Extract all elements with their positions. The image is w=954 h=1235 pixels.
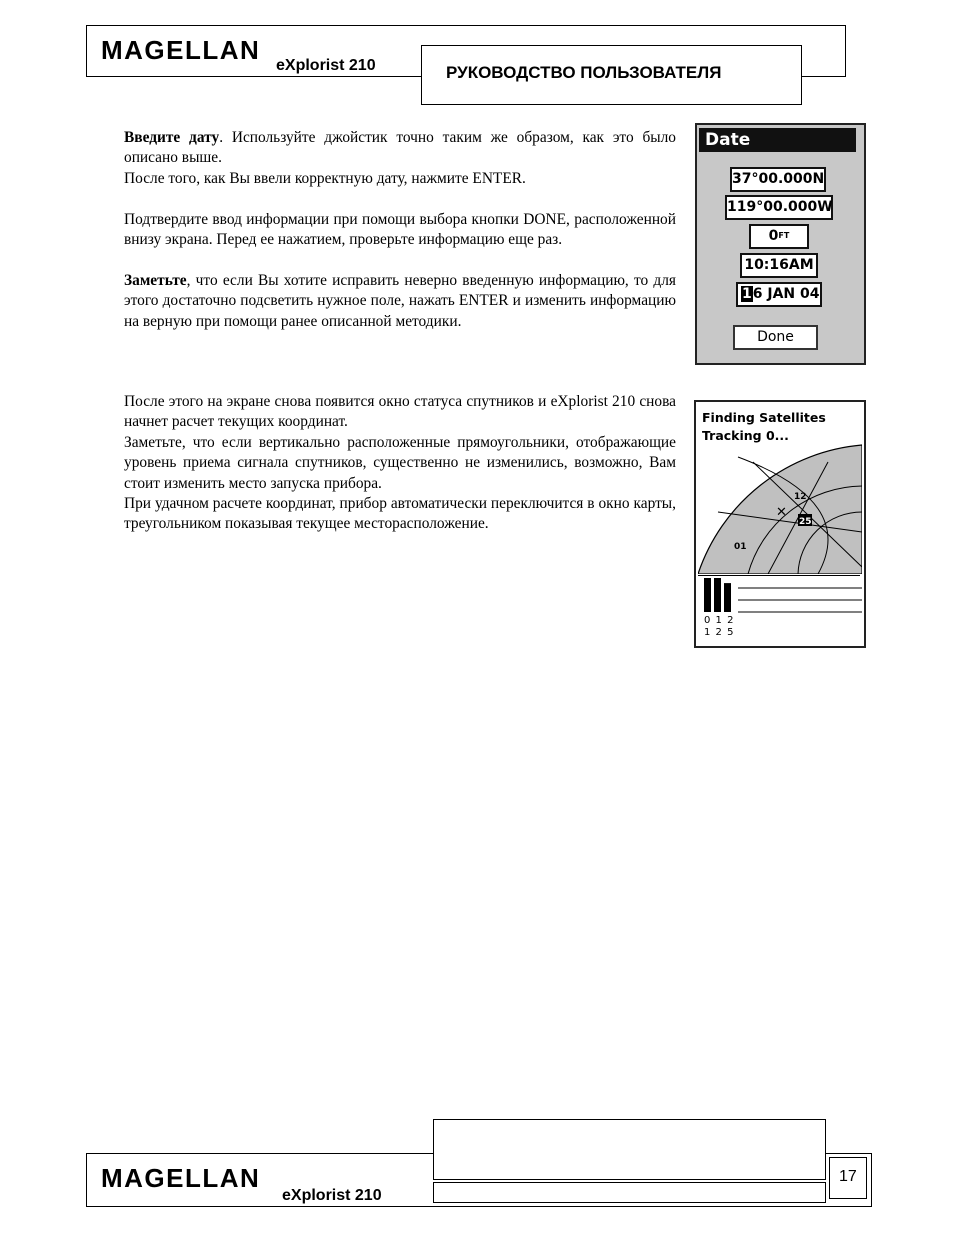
paragraph-press-enter: После того, как Вы ввели корректную дату, нажмите ENTER. (124, 169, 526, 187)
sat-label-01: 01 (734, 542, 747, 552)
note-bold: Заметьте (124, 271, 187, 289)
satellite-screen (694, 400, 866, 648)
sky-plot (698, 442, 862, 574)
done-button[interactable]: Done (733, 325, 818, 350)
paragraph-map-switch: При удачном расчете координат, прибор автоматически переключится в окно карты, треугольником показывая текущее месторасположение. (124, 495, 676, 533)
date-value: 6 JAN 04 (752, 286, 820, 302)
satellite-status-line2: Tracking 0... (702, 428, 789, 443)
paragraph-enter-date (124, 128, 676, 169)
latitude-field[interactable]: 37°00.000N (730, 167, 826, 192)
header-guide-title: РУКОВОДСТВО ПОЛЬЗОВАТЕЛЯ (446, 63, 722, 82)
header-model: eXplorist 210 (276, 57, 376, 74)
signal-bar (714, 578, 721, 612)
header-brand: MAGELLAN (101, 35, 261, 65)
footer-box-bottom (433, 1182, 826, 1203)
footer-brand: MAGELLAN (101, 1163, 261, 1193)
sat-cross-marker: ✕ (776, 505, 787, 520)
note-text: , что если Вы хотите исправить неверно введенную информацию, то для этого достаточно подсветить нужное поле, нажать ENTER и изменить информацию на верную при помощи ранее описанной методики. (124, 271, 676, 330)
signal-bar (724, 583, 731, 612)
paragraph-signal-note: Заметьте, что если вертикально расположенные прямоугольники, отображающие уровень приема сигнала спутников, существенно не изменились, возможно, Вам стоит изменить место запуска прибора. (124, 433, 676, 492)
body-text-block-1 (124, 128, 676, 332)
date-screen-title: Date (705, 130, 751, 150)
date-screen-titlebar (699, 128, 856, 152)
footer-model: eXplorist 210 (282, 1187, 382, 1204)
paragraph-confirm-done: Подтвердите ввод информации при помощи выбора кнопки DONE, расположенной внизу экрана. Перед ее нажатием, проверьте информацию еще раз. (124, 210, 676, 249)
signal-bar-group (704, 578, 731, 612)
signal-bar-labels-row1: 0 1 2 (704, 615, 735, 626)
date-cursor: 1 (742, 286, 752, 302)
time-field[interactable]: 10:16AM (740, 253, 818, 278)
altitude-value: 0 (768, 228, 779, 244)
page-number: 17 (839, 1168, 857, 1185)
altitude-unit: FT (778, 231, 790, 240)
date-screen (695, 123, 866, 365)
enter-date-text: . Используйте джойстик точно таким же образом, как это было описано выше. (124, 129, 676, 167)
body-text-block-2 (124, 392, 676, 535)
longitude-field[interactable]: 119°00.000W (725, 195, 833, 220)
paragraph-note (124, 271, 676, 332)
footer-box-top (433, 1119, 826, 1180)
signal-bars (698, 576, 862, 618)
signal-bar (704, 578, 711, 612)
sat-label-12: 12 (794, 492, 807, 502)
altitude-field[interactable] (749, 224, 809, 249)
sat-label-25: 25 (799, 517, 812, 527)
signal-bar-labels-row2: 1 2 5 (704, 627, 735, 638)
enter-date-bold: Введите дату (124, 129, 220, 146)
satellite-status-line1: Finding Satellites (702, 410, 826, 425)
paragraph-status-window: После этого на экране снова появится окно статуса спутников и eXplorist 210 снова начнет расчет текущих координат. (124, 393, 676, 431)
date-field[interactable] (736, 282, 822, 307)
